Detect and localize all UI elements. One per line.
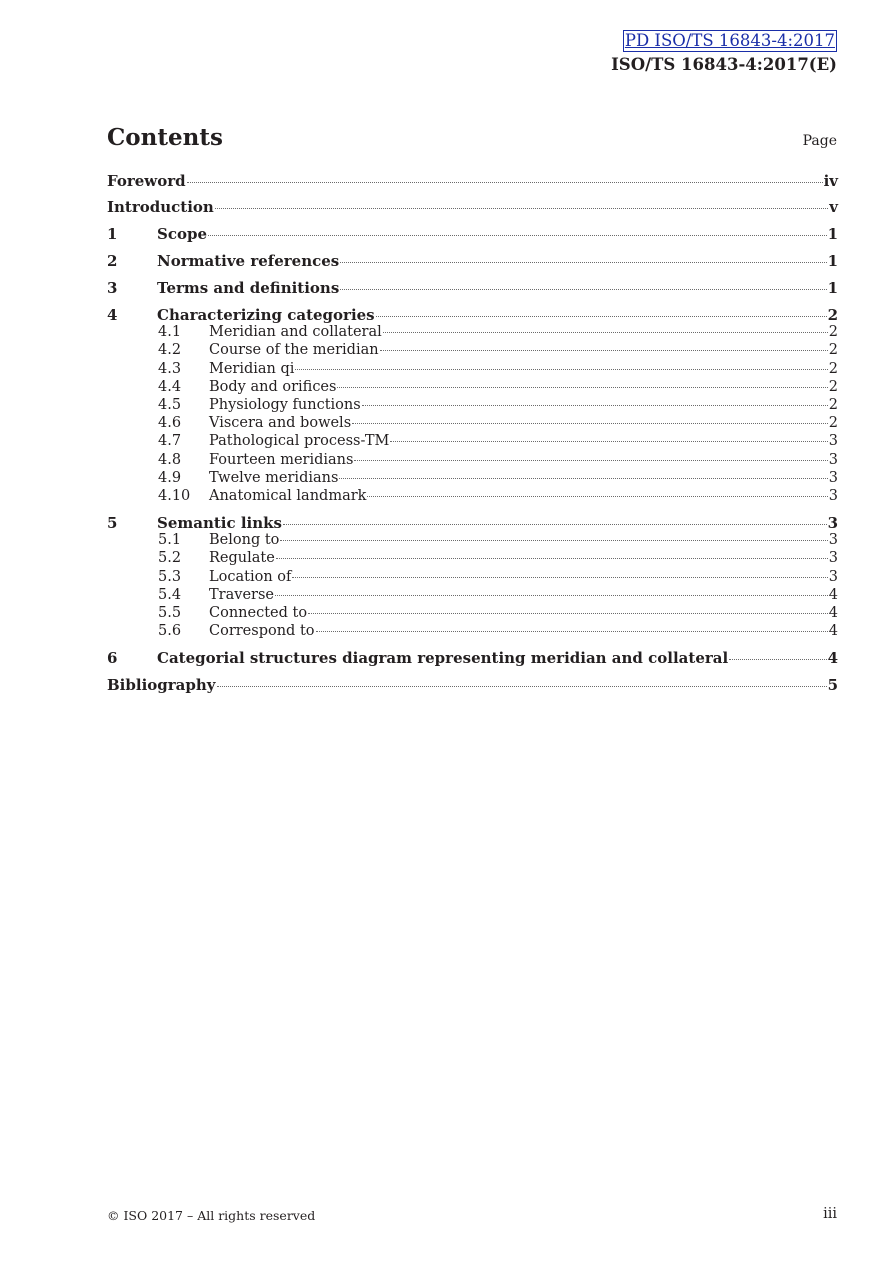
page-number: iii	[823, 1206, 837, 1222]
subsection-number: 4.2	[158, 342, 182, 359]
toc-entry-page: 3	[828, 487, 838, 504]
dot-leader	[295, 369, 827, 370]
toc-entry-title: Bibliography	[107, 676, 216, 695]
toc-entry-title: Location of	[209, 568, 292, 585]
toc-entry-page: 4	[828, 623, 838, 640]
section-number: 5	[107, 514, 118, 533]
toc-entry-introduction[interactable]	[107, 198, 838, 225]
section-number: 1	[107, 225, 118, 243]
toc-entry-title: Belong to	[209, 532, 280, 549]
dot-leader	[340, 289, 826, 290]
toc-entry-title: Viscera and bowels	[209, 415, 352, 432]
subsection-number: 4.5	[158, 396, 182, 413]
dot-leader	[354, 460, 827, 461]
dot-leader	[362, 405, 828, 406]
toc-entry-title: Traverse	[209, 586, 274, 603]
toc-entry-title: Correspond to	[209, 623, 315, 640]
toc-subentry-4-6[interactable]	[107, 415, 838, 433]
toc-subentry-4-5[interactable]	[107, 397, 838, 415]
dot-leader	[276, 558, 828, 559]
toc-entry-page: iv	[823, 172, 838, 190]
toc-entry-page: 3	[828, 550, 838, 567]
toc-subentry-4-2[interactable]	[107, 342, 838, 360]
subsection-number: 4.4	[158, 378, 182, 395]
standard-designation: ISO/TS 16843-4:2017(E)	[611, 55, 837, 74]
toc-subentry-4-4[interactable]	[107, 379, 838, 397]
document-id-link[interactable]: PD ISO/TS 16843-4:2017	[624, 31, 835, 50]
toc-subentry-5-6[interactable]	[107, 623, 838, 641]
dot-leader	[280, 540, 827, 541]
copyright-notice: © ISO 2017 – All rights reserved	[107, 1208, 316, 1223]
toc-entry-title: Body and orifices	[209, 378, 337, 395]
toc-entry-title: Characterizing categories	[157, 306, 375, 324]
toc-subentry-5-4[interactable]	[107, 587, 838, 605]
toc-entry-page: 1	[827, 252, 838, 270]
dot-leader	[390, 441, 827, 442]
subsection-number: 4.1	[158, 324, 182, 341]
toc-entry-section-2[interactable]	[107, 252, 838, 279]
toc-entry-page: 5	[827, 676, 838, 695]
toc-entry-page: 2	[828, 342, 838, 359]
dot-leader	[383, 332, 828, 333]
dot-leader	[215, 208, 828, 209]
toc-subentry-4-3[interactable]	[107, 361, 838, 379]
dot-leader	[339, 478, 827, 479]
subsection-number: 4.3	[158, 360, 182, 377]
dot-leader	[308, 613, 828, 614]
dot-leader	[367, 496, 827, 497]
subsection-number: 4.8	[158, 451, 182, 468]
toc-entry-page: 2	[828, 378, 838, 395]
dot-leader	[380, 350, 828, 351]
dot-leader	[292, 577, 827, 578]
page-column-label: Page	[802, 133, 837, 149]
section-number: 3	[107, 279, 118, 297]
toc-subentry-5-3[interactable]	[107, 569, 838, 587]
toc-entry-title: Regulate	[209, 550, 275, 567]
toc-entry-page: 4	[828, 605, 838, 621]
dot-leader	[729, 659, 826, 660]
dot-leader	[352, 423, 828, 424]
subsection-number: 4.10	[158, 487, 191, 504]
toc-entry-title: Course of the meridian	[209, 342, 379, 359]
toc-entry-title: Connected to	[209, 605, 308, 621]
toc-entry-page: 1	[827, 279, 838, 297]
dot-leader	[340, 262, 826, 263]
toc-subentry-5-2[interactable]	[107, 550, 838, 568]
toc-entry-title: Categorial structures diagram representing meridian and collateral	[157, 649, 729, 668]
toc-entry-page: 1	[827, 225, 838, 243]
toc-entry-title: Scope	[157, 225, 208, 243]
toc-subentry-5-5[interactable]	[107, 605, 838, 623]
toc-subentry-4-10[interactable]	[107, 488, 838, 506]
subsection-number: 5.3	[158, 568, 182, 585]
toc-entry-section-5[interactable]	[107, 514, 838, 532]
dot-leader	[376, 316, 827, 317]
toc-entry-page: 3	[828, 532, 838, 549]
dot-leader	[187, 182, 823, 183]
toc-entry-page: 4	[828, 586, 838, 603]
toc-entry-page: 4	[827, 649, 838, 668]
toc-subentry-4-1[interactable]	[107, 324, 838, 342]
section-number: 6	[107, 649, 118, 668]
toc-entry-page: v	[829, 198, 838, 216]
toc-entry-title: Meridian qi	[209, 360, 295, 377]
subsection-number: 4.9	[158, 469, 182, 486]
table-of-contents	[107, 172, 838, 703]
dot-leader	[337, 387, 827, 388]
subsection-number: 4.6	[158, 415, 182, 432]
toc-entry-title: Pathological process-TM	[209, 433, 390, 450]
toc-entry-title: Introduction	[107, 198, 214, 216]
toc-subentry-4-8[interactable]	[107, 452, 838, 470]
toc-entry-section-1[interactable]	[107, 225, 838, 252]
toc-entry-page: 3	[828, 433, 838, 450]
toc-subentry-5-1[interactable]	[107, 532, 838, 550]
toc-entry-title: Anatomical landmark	[209, 487, 367, 504]
toc-entry-page: 2	[828, 360, 838, 377]
toc-entry-title: Physiology functions	[209, 396, 361, 413]
toc-entry-page: 3	[828, 451, 838, 468]
subsection-number: 5.4	[158, 586, 182, 603]
toc-entry-bibliography[interactable]	[107, 676, 838, 703]
toc-entry-title: Normative references	[157, 252, 340, 270]
toc-entry-page: 3	[828, 469, 838, 486]
section-number: 2	[107, 252, 118, 270]
subsection-number: 5.6	[158, 623, 182, 640]
toc-entry-title: Meridian and collateral	[209, 324, 382, 341]
contents-heading: Contents	[107, 124, 223, 151]
toc-entry-foreword[interactable]	[107, 172, 838, 198]
subsection-number: 5.5	[158, 605, 182, 621]
toc-subentry-4-9[interactable]	[107, 470, 838, 488]
toc-entry-title: Fourteen meridians	[209, 451, 354, 468]
dot-leader	[283, 524, 827, 525]
toc-entry-page: 3	[827, 514, 838, 533]
toc-entry-page: 2	[828, 324, 838, 341]
dot-leader	[316, 631, 828, 632]
toc-entry-section-4[interactable]	[107, 306, 838, 324]
subsection-number: 5.2	[158, 550, 182, 567]
toc-entry-page: 2	[827, 306, 838, 324]
toc-entry-title: Semantic links	[157, 514, 282, 533]
dot-leader	[208, 235, 827, 236]
toc-entry-page: 2	[828, 396, 838, 413]
toc-entry-title: Twelve meridians	[209, 469, 339, 486]
subsection-number: 4.7	[158, 433, 182, 450]
dot-leader	[217, 686, 827, 687]
page-header	[611, 30, 837, 74]
section-number: 4	[107, 306, 118, 324]
toc-entry-page: 2	[828, 415, 838, 432]
toc-entry-title: Foreword	[107, 172, 186, 190]
toc-subentry-4-7[interactable]	[107, 433, 838, 451]
subsection-number: 5.1	[158, 532, 182, 549]
dot-leader	[275, 595, 828, 596]
toc-entry-section-6[interactable]	[107, 649, 838, 676]
toc-entry-page: 3	[828, 568, 838, 585]
toc-entry-section-3[interactable]	[107, 279, 838, 306]
toc-entry-title: Terms and definitions	[157, 279, 340, 297]
